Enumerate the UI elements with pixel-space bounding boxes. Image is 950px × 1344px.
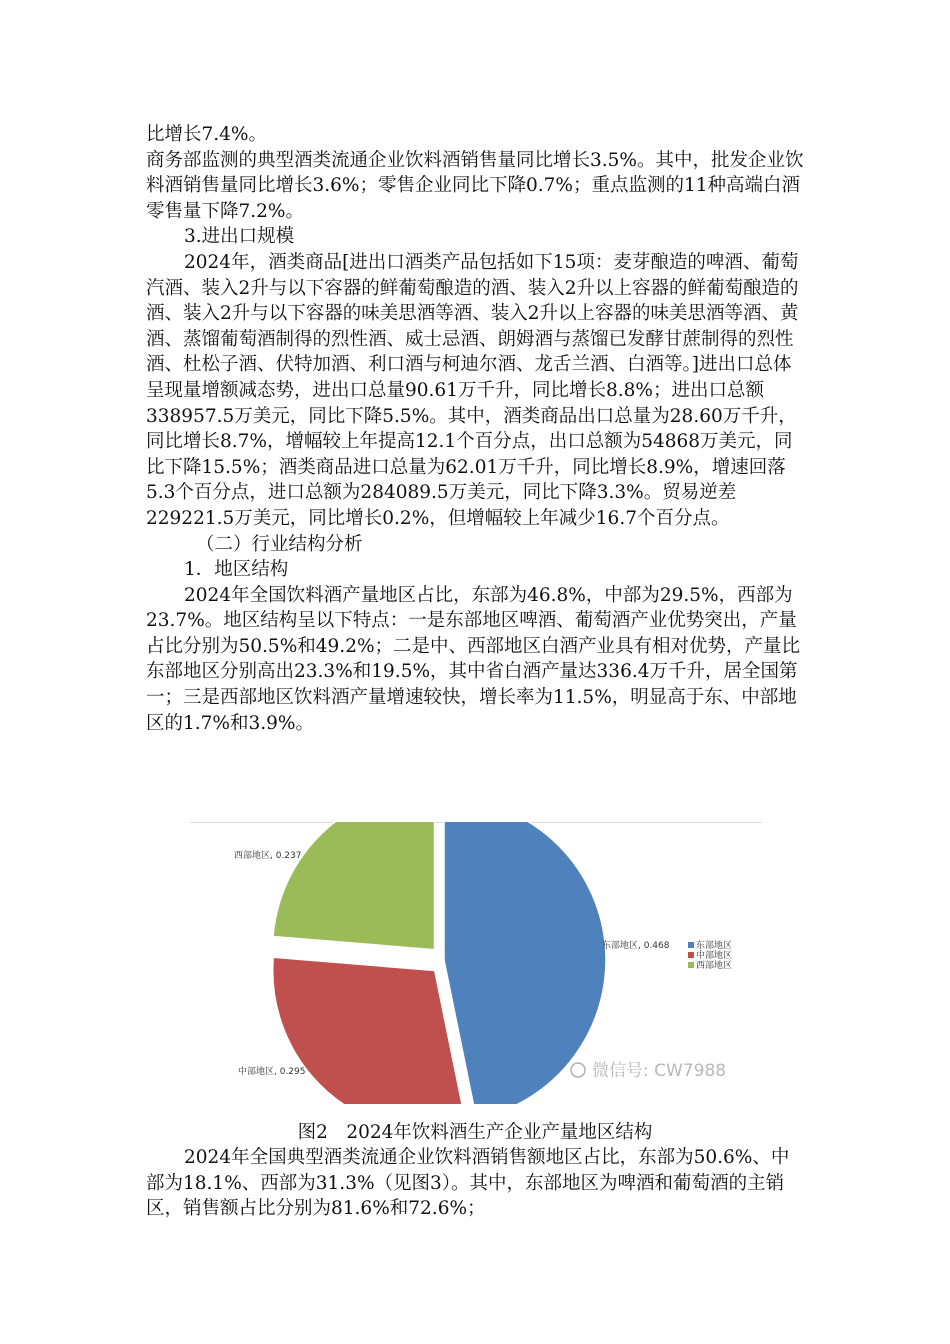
legend-label: 中部地区 [696,951,733,961]
pie-slice-3 [273,822,434,950]
pie-slice-2 [273,957,467,1104]
pie-data-label: 西部地区, 0.237 [234,851,302,861]
paragraph: 3.进出口规模 [184,226,295,248]
pie-data-label: 东部地区, 0.468 [602,941,670,951]
body-text-bottom [146,1145,806,1222]
paragraph: 2024年全国典型酒类流通企业饮料酒销售额地区占比，东部为50.6%、中部为18.1%、西部为31.3%（见图3）。其中，东部地区为啤酒和葡萄酒的主销区，销售额占比分别为81.6%和72.6%； [146,1147,790,1220]
legend-label: 西部地区 [696,961,733,971]
watermark-text: 微信号: CW7988 [592,1061,727,1081]
legend-label: 东部地区 [696,941,733,951]
paragraph: 2024年全国饮料酒产量地区占比，东部为46.8%，中部为29.5%，西部为23.7%。地区结构呈以下特点：一是东部地区啤酒、葡萄酒产业优势突出，产量占比分别为50.5%和49.2%；二是中、西部地区白酒产业具有相对优势，产量比东部地区分别高出23.3%和19.5%，其中省白酒产量达336.4万千升，居全国第一；三是西部地区饮料酒产量增速较快，增长率为11.5%，明显高于东、中部地区的1.7%和3.9%。 [146,584,801,734]
paragraph: 商务部监测的典型酒类流通企业饮料酒销售量同比增长3.5%。其中，批发企业饮料酒销售量同比增长3.6%；零售企业同比下降0.7%；重点监测的11种高端白酒零售量下降7.2%。 [146,149,804,222]
legend-swatch [688,942,694,948]
pie-chart [190,822,762,1104]
pie-slice-1 [444,822,606,1104]
legend-swatch [688,952,694,958]
paragraph: 2024年，酒类商品[进出口酒类产品包括如下15项：麦芽酿造的啤酒、葡萄汽酒、装入2升与以下容器的鲜葡萄酿造的酒、装入2升以上容器的鲜葡萄酿造的酒、装入2升与以下容器的味美思酒等酒、装入2升以上容器的味美思酒等酒、黄酒、蒸馏葡萄酒制得的烈性酒、威士忌酒、朗姆酒与蒸馏已发酵甘蔗制得的烈性酒、杜松子酒、伏特加酒、利口酒与柯迪尔酒、龙舌兰酒、白酒等。]进出口总体呈现量增额减态势，进出口总量90.61万千升，同比增长8.8%；进出口总额338957.5万美元，同比下降5.5%。其中，酒类商品出口总量为28.60万千升，同比增长8.7%，增幅较上年提高12.1个百分点，出口总额为54868万美元，同比下降15.5%；酒类商品进口总量为62.01万千升，同比增长8.9%，增速回落5.3个百分点，进口总额为284089.5万美元，同比下降3.3%。贸易逆差229221.5万美元，同比增长0.2%，但增幅较上年减少16.7个百分点。 [146,251,799,529]
body-text-top [146,122,806,736]
paragraph: 1．地区结构 [184,559,289,581]
pie-chart-svg [190,822,762,1104]
paragraph: （二）行业结构分析 [196,533,363,555]
figure-caption: 图2 2024年饮料酒生产企业产量地区结构 [297,1122,653,1143]
wechat-icon [571,1063,585,1077]
paragraph: 比增长7.4%。 [146,124,268,145]
pie-data-label: 中部地区, 0.295 [238,1067,306,1077]
legend-swatch [688,962,694,968]
